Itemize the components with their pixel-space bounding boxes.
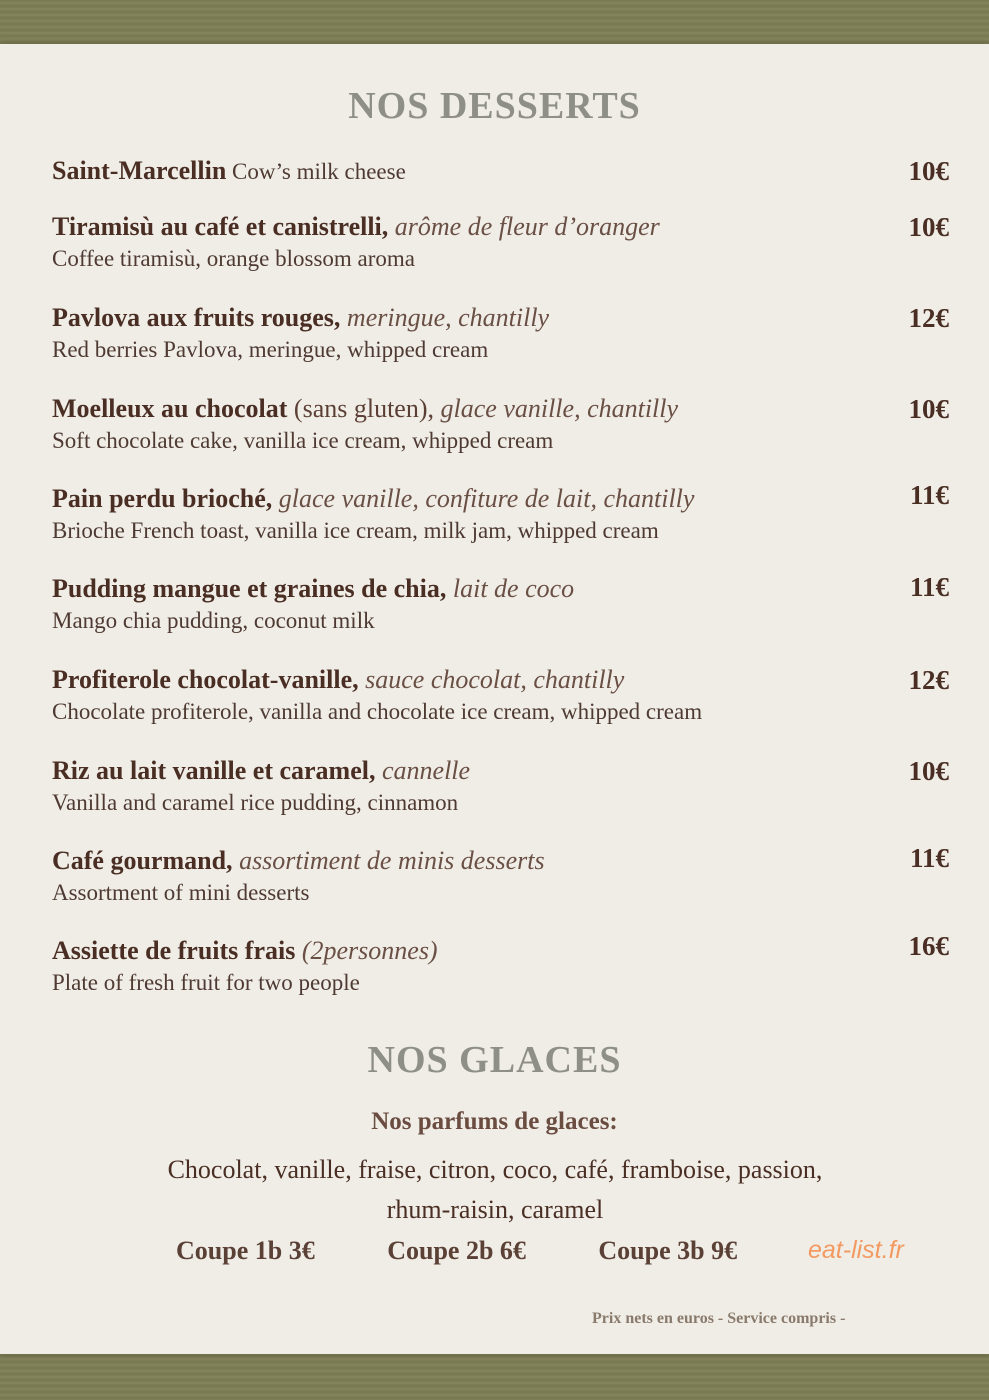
item-english-description: Red berries Pavlova, meringue, whipped cream (52, 337, 489, 362)
item-price: 10€ (908, 212, 949, 242)
flavors-line-1: Chocolat, vanille, fraise, citron, coco, café, framboise, passion, (167, 1155, 823, 1184)
coupe-2: Coupe 2b 6€ (387, 1236, 526, 1265)
watermark-text: eat-list.fr (808, 1236, 904, 1264)
item-price: 11€ (909, 572, 949, 602)
item-note: (sans gluten), (287, 394, 435, 423)
item-english-description: Brioche French toast, vanilla ice cream, milk jam, whipped cream (52, 518, 659, 543)
item-price: 10€ (908, 756, 949, 786)
item-name: Moelleux au chocolat (52, 394, 288, 423)
item-price: 11€ (909, 480, 949, 510)
item-name: Profiterole chocolat-vanille, (52, 665, 359, 694)
item-price: 12€ (908, 303, 949, 333)
bottom-band (0, 1350, 989, 1400)
menu-item-pudding (52, 574, 952, 634)
item-price: 10€ (908, 156, 949, 186)
item-name: Pudding mangue et graines de chia, (52, 574, 447, 603)
item-english-description: Chocolate profiterole, vanilla and chocolate ice cream, whipped cream (52, 699, 703, 724)
item-name: Assiette de fruits frais (52, 936, 296, 965)
item-french-description: lait de coco (446, 574, 575, 603)
glaces-flavors-title: Nos parfums de glaces: (371, 1108, 618, 1135)
item-name: Pain perdu brioché, (52, 484, 273, 513)
glaces-flavors-list (70, 1150, 920, 1230)
item-french-description: sauce chocolat, chantilly (358, 665, 625, 694)
item-english-description: Coffee tiramisù, orange blossom aroma (52, 246, 416, 271)
item-french-description: glace vanille, chantilly (434, 394, 679, 423)
item-english-description: Plate of fresh fruit for two people (52, 970, 360, 995)
glaces-heading: NOS GLACES (367, 1039, 622, 1081)
coupe-prices (176, 1236, 737, 1266)
menu-item-assiette-fruits (52, 936, 952, 996)
item-name: Saint-Marcellin (52, 156, 227, 185)
item-name: Tiramisù au café et canistrelli, (52, 212, 389, 241)
item-english-description: Soft chocolate cake, vanilla ice cream, whipped cream (52, 428, 554, 453)
menu-item-cafe-gourmand (52, 846, 952, 906)
item-english-inline: Cow’s milk cheese (226, 159, 406, 184)
item-english-description: Assortment of mini desserts (52, 880, 310, 905)
item-french-description: cannelle (375, 756, 471, 785)
item-price: 10€ (908, 394, 949, 424)
item-french-description: meringue, chantilly (340, 303, 550, 332)
item-french-description: arôme de fleur d’oranger (388, 212, 660, 241)
item-name: Pavlova aux fruits rouges, (52, 303, 341, 332)
top-band (0, 0, 989, 50)
item-price: 16€ (908, 931, 949, 961)
menu-item-riz-au-lait (52, 756, 952, 816)
menu-item-moelleux (52, 394, 952, 454)
item-name: Café gourmand, (52, 846, 233, 875)
coupe-3: Coupe 3b 9€ (598, 1236, 738, 1265)
flavors-line-2: rhum-raisin, caramel (386, 1195, 604, 1224)
item-french-description: (2personnes) (295, 936, 438, 965)
item-name: Riz au lait vanille et caramel, (52, 756, 376, 785)
footer-note: Prix nets en euros - Service compris - (592, 1310, 846, 1327)
menu-item-tiramisu (52, 212, 952, 272)
item-price: 12€ (908, 665, 949, 695)
item-price: 11€ (909, 843, 949, 873)
item-english-description: Mango chia pudding, coconut milk (52, 608, 375, 633)
menu-item-pavlova (52, 303, 952, 363)
menu-item-profiterole (52, 665, 952, 725)
item-french-description: assortiment de minis desserts (232, 846, 545, 875)
item-french-description: glace vanille, confiture de lait, chantilly (272, 484, 695, 513)
menu-item-saint-marcellin (52, 156, 952, 186)
item-english-description: Vanilla and caramel rice pudding, cinnamon (52, 790, 459, 815)
menu-item-pain-perdu (52, 484, 952, 544)
coupe-1: Coupe 1b 3€ (176, 1236, 315, 1265)
desserts-heading: NOS DESSERTS (348, 85, 641, 127)
